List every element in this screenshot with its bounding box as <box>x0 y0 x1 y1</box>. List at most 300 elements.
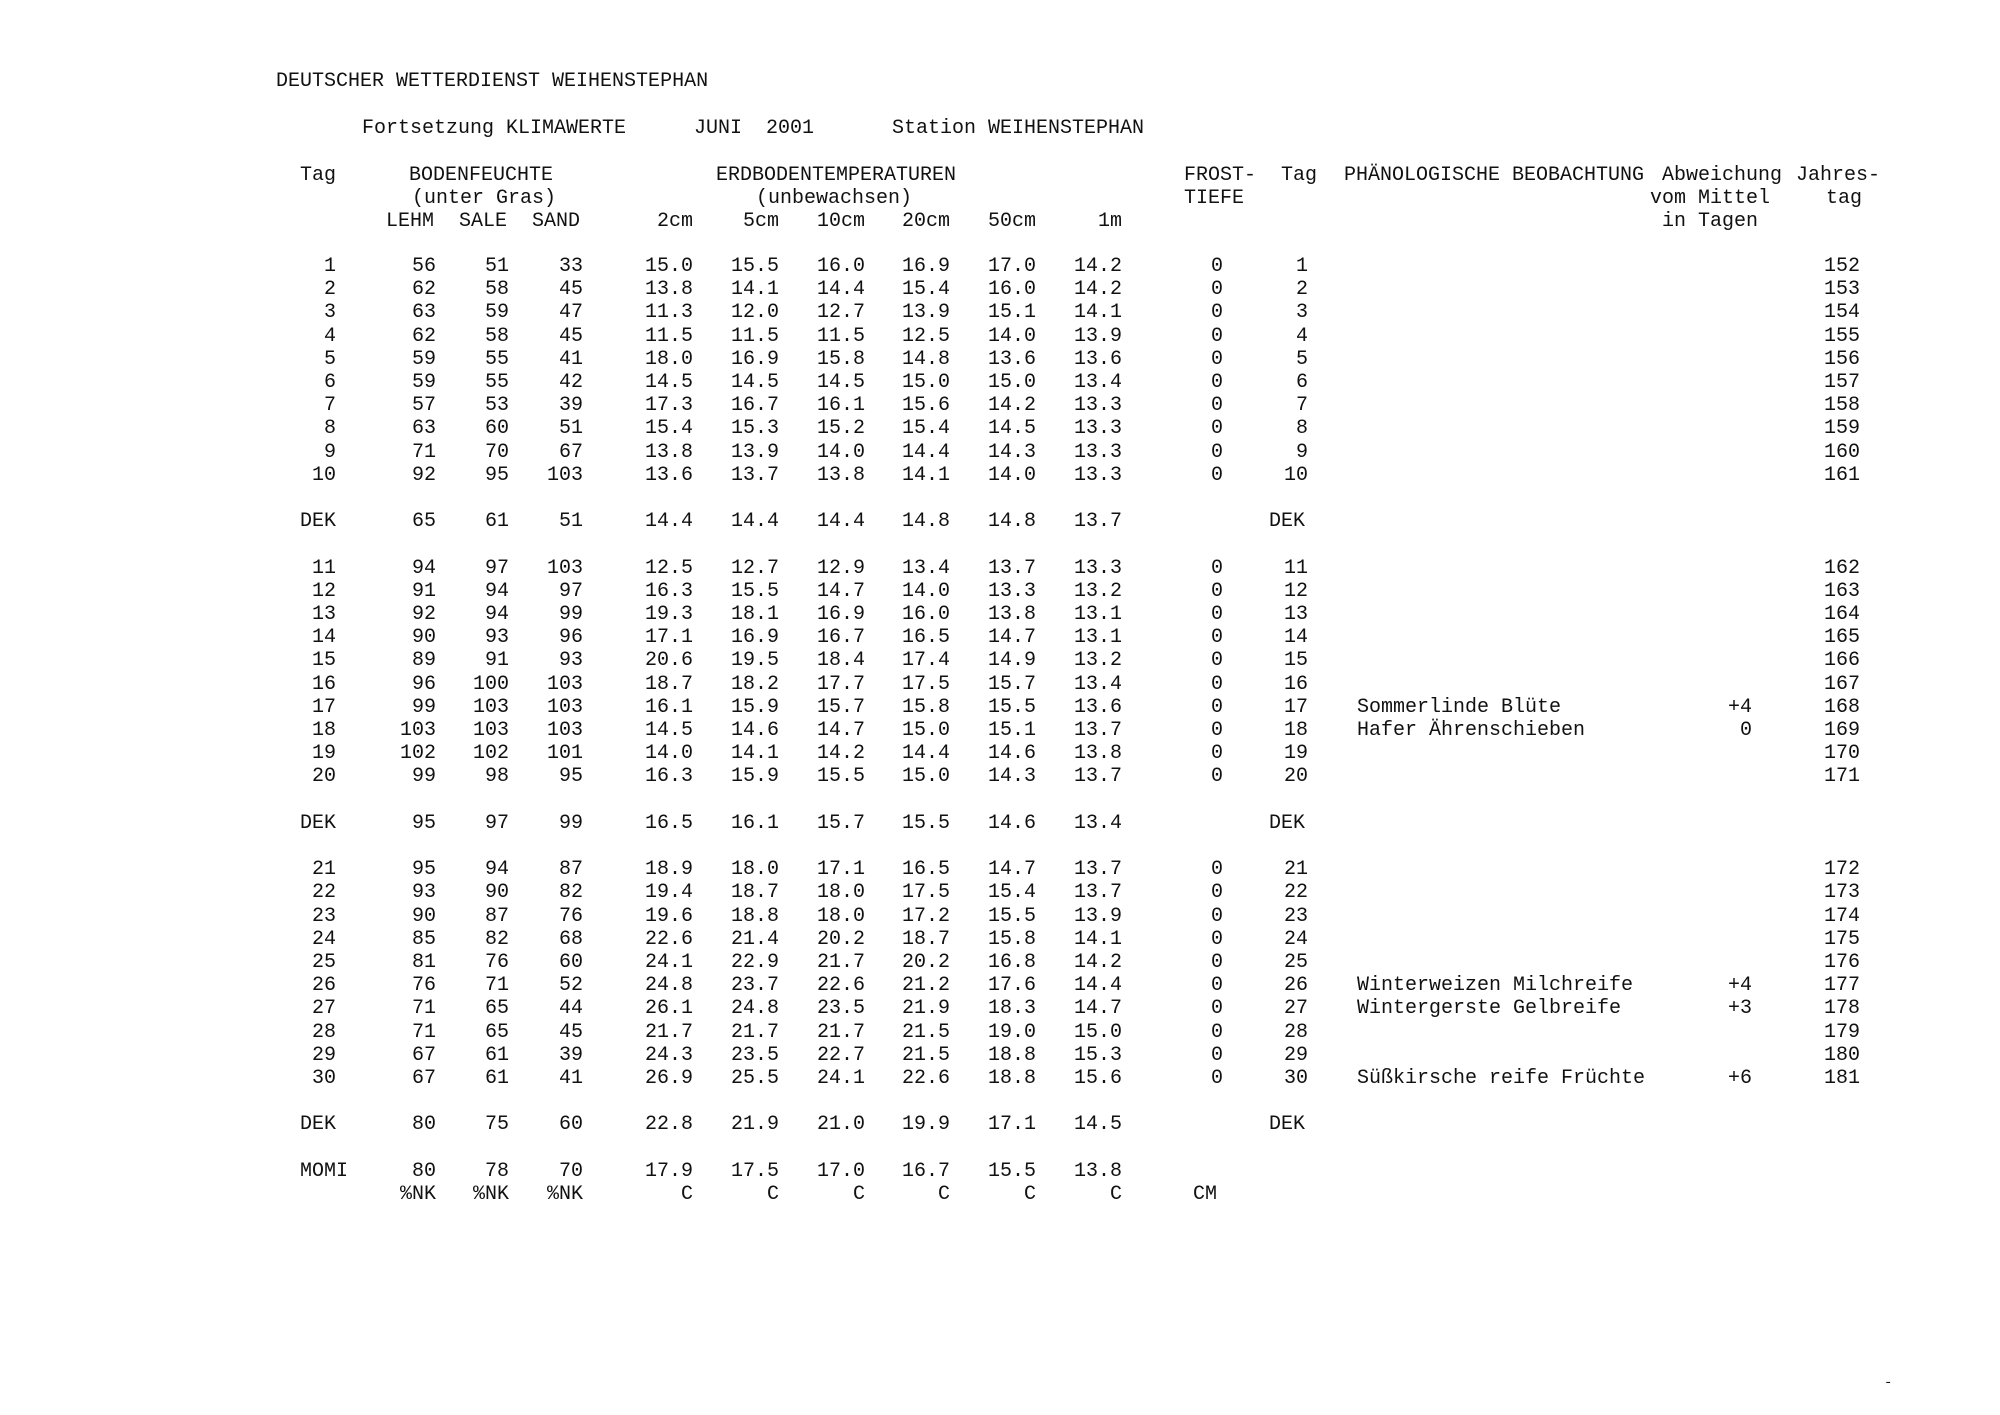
cell-lehm: 76 <box>411 974 436 997</box>
cell-lehm: 81 <box>411 951 436 974</box>
cell-phaenologie: Hafer Ährenschieben <box>1357 719 1586 742</box>
cell-jahrestag: 161 <box>1823 464 1860 487</box>
cell-lehm: 59 <box>411 348 436 371</box>
cell-5cm: 22.9 <box>730 951 779 974</box>
cell-5cm: 12.7 <box>730 557 779 580</box>
cell-tag: DEK <box>300 812 337 835</box>
cell-sale: 58 <box>484 325 509 348</box>
cell-tag: 8 <box>323 417 336 440</box>
cell-50cm: 14.3 <box>987 765 1036 788</box>
cell-1m: 13.1 <box>1073 626 1122 649</box>
cell-20cm: 16.5 <box>901 858 950 881</box>
cell-lehm: 91 <box>411 580 436 603</box>
cell-2cm: 18.0 <box>644 348 693 371</box>
cell-5cm: 19.5 <box>730 649 779 672</box>
cell-10cm: 21.7 <box>816 1021 865 1044</box>
cell-20cm: 17.2 <box>901 905 950 928</box>
cell-10cm: 12.9 <box>816 557 865 580</box>
col-unter-gras: (unter Gras) <box>412 187 557 210</box>
cell-sale: 82 <box>484 928 509 951</box>
cell-sale: 71 <box>484 974 509 997</box>
cell-5cm: 23.7 <box>730 974 779 997</box>
col-bodenfeuchte: BODENFEUCHTE <box>409 164 554 187</box>
cell-lehm: 63 <box>411 301 436 324</box>
cell-5cm: 15.9 <box>730 765 779 788</box>
cell-sand: 39 <box>558 394 583 417</box>
cell-5cm: 21.9 <box>730 1113 779 1136</box>
cell-phaenologie: Wintergerste Gelbreife <box>1357 997 1622 1020</box>
cell-tag: 14 <box>311 626 336 649</box>
cell-5cm: 25.5 <box>730 1067 779 1090</box>
cell-10cm: 14.0 <box>816 441 865 464</box>
cell-2cm: 16.3 <box>644 765 693 788</box>
cell-1m: 13.9 <box>1073 905 1122 928</box>
cell-lehm: 99 <box>411 696 436 719</box>
cell-1m: 14.1 <box>1073 928 1122 951</box>
cell-20cm: 17.4 <box>901 649 950 672</box>
cell-2cm: 16.3 <box>644 580 693 603</box>
cell-2cm: 22.8 <box>644 1113 693 1136</box>
cell-abweichung: +4 <box>1727 696 1752 719</box>
cell-1m: 14.5 <box>1073 1113 1122 1136</box>
cell-tag: 27 <box>311 997 336 1020</box>
cell-sand: 97 <box>558 580 583 603</box>
col-1m: 1m <box>1097 210 1122 233</box>
cell-sale: 58 <box>484 278 509 301</box>
cell-tag: DEK <box>300 510 337 533</box>
cell-5cm: 21.7 <box>730 1021 779 1044</box>
cell-sale: 95 <box>484 464 509 487</box>
cell-jahrestag: 178 <box>1823 997 1860 1020</box>
cell-1m: 13.4 <box>1073 812 1122 835</box>
cell-tag-2: 4 <box>1295 325 1308 348</box>
cell-sand: 70 <box>558 1160 583 1183</box>
cell-tag-2: 27 <box>1283 997 1308 1020</box>
cell-2cm: 14.5 <box>644 371 693 394</box>
cell-jahrestag: 154 <box>1823 301 1860 324</box>
cell-2cm: 18.9 <box>644 858 693 881</box>
cell-tag: 9 <box>323 441 336 464</box>
cell-sand: 103 <box>546 464 583 487</box>
cell-frost: 0 <box>1210 997 1223 1020</box>
col-20cm: 20cm <box>901 210 950 233</box>
cell-5cm: 16.9 <box>730 626 779 649</box>
cell-20cm: 13.4 <box>901 557 950 580</box>
cell-jahrestag: 157 <box>1823 371 1860 394</box>
cell-lehm: 80 <box>411 1113 436 1136</box>
cell-10cm: 18.0 <box>816 905 865 928</box>
cell-20cm: 15.6 <box>901 394 950 417</box>
cell-1m: 13.6 <box>1073 348 1122 371</box>
cell-frost: 0 <box>1210 951 1223 974</box>
cell-2cm: 13.8 <box>644 441 693 464</box>
cell-sand: 45 <box>558 1021 583 1044</box>
cell-10cm: 15.7 <box>816 812 865 835</box>
col-sand: SAND <box>532 210 581 233</box>
cell-jahrestag: 160 <box>1823 441 1860 464</box>
col-tiefe: TIEFE <box>1184 187 1245 210</box>
cell-2cm: 20.6 <box>644 649 693 672</box>
cell-2cm: 26.1 <box>644 997 693 1020</box>
cell-lehm: 95 <box>411 812 436 835</box>
cell-2cm: 24.1 <box>644 951 693 974</box>
cell-sand: 60 <box>558 951 583 974</box>
cell-tag: 12 <box>311 580 336 603</box>
cell-sale: 97 <box>484 812 509 835</box>
cell-1m: 13.2 <box>1073 580 1122 603</box>
cell-20cm: 16.0 <box>901 603 950 626</box>
cell-1m: 13.4 <box>1073 371 1122 394</box>
cell-5cm: 14.6 <box>730 719 779 742</box>
cell-lehm: 59 <box>411 371 436 394</box>
cell-tag-2: 3 <box>1295 301 1308 324</box>
cell-lehm: 102 <box>399 742 436 765</box>
cell-20cm: 14.8 <box>901 510 950 533</box>
cell-20cm: 18.7 <box>901 928 950 951</box>
cell-sale: 91 <box>484 649 509 672</box>
cell-tag-2: 18 <box>1283 719 1308 742</box>
cell-jahrestag: 165 <box>1823 626 1860 649</box>
col-phaenologie: PHÄNOLOGISCHE BEOBACHTUNG <box>1344 164 1645 187</box>
cell-10cm: 16.1 <box>816 394 865 417</box>
cell-50cm: 18.3 <box>987 997 1036 1020</box>
cell-20cm: 12.5 <box>901 325 950 348</box>
cell-20cm: 15.4 <box>901 278 950 301</box>
cell-10cm: 17.7 <box>816 673 865 696</box>
cell-sand: 103 <box>546 719 583 742</box>
cell-sand: 39 <box>558 1044 583 1067</box>
cell-frost: 0 <box>1210 742 1223 765</box>
cell-lehm: 71 <box>411 1021 436 1044</box>
cell-frost: 0 <box>1210 394 1223 417</box>
cell-sand: 41 <box>558 348 583 371</box>
cell-sand: 87 <box>558 858 583 881</box>
cell-20cm: 17.5 <box>901 673 950 696</box>
cell-jahrestag: 173 <box>1823 881 1860 904</box>
cell-2cm: 14.4 <box>644 510 693 533</box>
cell-5cm: 15.3 <box>730 417 779 440</box>
col-erdboden: ERDBODENTEMPERATUREN <box>716 164 957 187</box>
cell-frost: 0 <box>1210 301 1223 324</box>
cell-tag: 22 <box>311 881 336 904</box>
cell-frost: 0 <box>1210 673 1223 696</box>
cell-sale: 94 <box>484 858 509 881</box>
cell-frost: 0 <box>1210 255 1223 278</box>
cell-sand: 41 <box>558 1067 583 1090</box>
cell-tag: 15 <box>311 649 336 672</box>
cell-5cm: 13.7 <box>730 464 779 487</box>
col-in-tagen: in Tagen <box>1662 210 1759 233</box>
cell-sale: 51 <box>484 255 509 278</box>
cell-1m: 13.2 <box>1073 649 1122 672</box>
cell-tag-2: DEK <box>1269 510 1306 533</box>
cell-lehm: 99 <box>411 765 436 788</box>
cell-50cm: 14.7 <box>987 858 1036 881</box>
cell-2cm: 13.6 <box>644 464 693 487</box>
cell-2cm: 16.5 <box>644 812 693 835</box>
cell-10cm: 14.7 <box>816 719 865 742</box>
cell-1m: 13.8 <box>1073 742 1122 765</box>
cell-tag-2: 24 <box>1283 928 1308 951</box>
cell-lehm: 95 <box>411 858 436 881</box>
cell-frost: 0 <box>1210 441 1223 464</box>
cell-phaenologie: Sommerlinde Blüte <box>1357 696 1562 719</box>
cell-2cm: 13.8 <box>644 278 693 301</box>
cell-1m: 14.4 <box>1073 974 1122 997</box>
cell-lehm: 92 <box>411 464 436 487</box>
cell-1m: 13.3 <box>1073 417 1122 440</box>
cell-10cm: 14.5 <box>816 371 865 394</box>
cell-2cm: 17.1 <box>644 626 693 649</box>
cell-5cm: 14.1 <box>730 278 779 301</box>
cell-jahrestag: 179 <box>1823 1021 1860 1044</box>
cell-jahrestag: 175 <box>1823 928 1860 951</box>
cell-sale: 59 <box>484 301 509 324</box>
cell-10cm: 15.7 <box>816 696 865 719</box>
cell-frost: 0 <box>1210 649 1223 672</box>
cell-lehm: 57 <box>411 394 436 417</box>
cell-tag: 18 <box>311 719 336 742</box>
cell-20cm: 14.4 <box>901 742 950 765</box>
cell-tag-2: 17 <box>1283 696 1308 719</box>
cell-tag: 6 <box>323 371 336 394</box>
cell-1m: 14.1 <box>1073 301 1122 324</box>
cell-frost: 0 <box>1210 1021 1223 1044</box>
col-lehm: LEHM <box>386 210 435 233</box>
cell-frost: 0 <box>1210 464 1223 487</box>
cell-1m: 13.4 <box>1073 673 1122 696</box>
col-frost: FROST- <box>1184 164 1257 187</box>
cell-20cm: 21.2 <box>901 974 950 997</box>
cell-frost: 0 <box>1210 603 1223 626</box>
cell-jahrestag: 152 <box>1823 255 1860 278</box>
cell-1m: 13.3 <box>1073 557 1122 580</box>
cell-sale: 102 <box>472 742 509 765</box>
cell-jahrestag: 164 <box>1823 603 1860 626</box>
cell-tag-2: 7 <box>1295 394 1308 417</box>
cell-10cm: 17.1 <box>816 858 865 881</box>
cell-sand: 45 <box>558 325 583 348</box>
cell-lehm: 89 <box>411 649 436 672</box>
cell-jahrestag: 167 <box>1823 673 1860 696</box>
cell-lehm: 85 <box>411 928 436 951</box>
cell-20cm: 15.4 <box>901 417 950 440</box>
cell-2cm: 11.5 <box>644 325 693 348</box>
col-jahrestag: Jahres- <box>1796 164 1881 187</box>
cell-tag: 23 <box>311 905 336 928</box>
cell-tag-2: 16 <box>1283 673 1308 696</box>
cell-1m: 14.2 <box>1073 278 1122 301</box>
cell-lehm: 80 <box>411 1160 436 1183</box>
cell-tag-2: 2 <box>1295 278 1308 301</box>
cell-1m: 13.7 <box>1073 719 1122 742</box>
cell-tag: 21 <box>311 858 336 881</box>
cell-frost: 0 <box>1210 278 1223 301</box>
cell-jahrestag: 162 <box>1823 557 1860 580</box>
cell-sale: 65 <box>484 1021 509 1044</box>
cell-sand: 52 <box>558 974 583 997</box>
cell-sale: %NK <box>472 1183 509 1206</box>
cell-frost: 0 <box>1210 348 1223 371</box>
cell-tag-2: 21 <box>1283 858 1308 881</box>
cell-sale: 70 <box>484 441 509 464</box>
cell-tag: MOMI <box>300 1160 349 1183</box>
cell-lehm: 90 <box>411 905 436 928</box>
cell-sale: 90 <box>484 881 509 904</box>
cell-sale: 98 <box>484 765 509 788</box>
col-sale: SALE <box>459 210 508 233</box>
cell-lehm: 71 <box>411 997 436 1020</box>
cell-50cm: 13.3 <box>987 580 1036 603</box>
cell-1m: 13.7 <box>1073 765 1122 788</box>
cell-sale: 103 <box>472 696 509 719</box>
cell-10cm: 15.5 <box>816 765 865 788</box>
cell-10cm: 17.0 <box>816 1160 865 1183</box>
col-50cm: 50cm <box>987 210 1036 233</box>
cell-5cm: 23.5 <box>730 1044 779 1067</box>
cell-jahrestag: 172 <box>1823 858 1860 881</box>
cell-20cm: 15.0 <box>901 765 950 788</box>
cell-frost: 0 <box>1210 325 1223 348</box>
cell-frost: 0 <box>1210 858 1223 881</box>
cell-5cm: 17.5 <box>730 1160 779 1183</box>
cell-2cm: 21.7 <box>644 1021 693 1044</box>
col-10cm: 10cm <box>816 210 865 233</box>
cell-2cm: 19.3 <box>644 603 693 626</box>
cell-2cm: 15.0 <box>644 255 693 278</box>
col-unbewachsen: (unbewachsen) <box>756 187 913 210</box>
cell-tag: 17 <box>311 696 336 719</box>
cell-sand: 60 <box>558 1113 583 1136</box>
cell-sale: 93 <box>484 626 509 649</box>
footer-mark: - <box>1884 1375 1893 1391</box>
cell-tag-2: 12 <box>1283 580 1308 603</box>
cell-50cm: 14.7 <box>987 626 1036 649</box>
cell-frost: 0 <box>1210 1067 1223 1090</box>
cell-sand: 68 <box>558 928 583 951</box>
cell-2cm: 22.6 <box>644 928 693 951</box>
col-tag: Tag <box>300 164 337 187</box>
cell-10cm: 21.0 <box>816 1113 865 1136</box>
cell-10cm: 22.7 <box>816 1044 865 1067</box>
cell-10cm: 22.6 <box>816 974 865 997</box>
cell-frost: 0 <box>1210 1044 1223 1067</box>
cell-5cm: 24.8 <box>730 997 779 1020</box>
cell-tag-2: 25 <box>1283 951 1308 974</box>
cell-1m: 13.1 <box>1073 603 1122 626</box>
cell-5cm: 18.1 <box>730 603 779 626</box>
cell-20cm: 13.9 <box>901 301 950 324</box>
subtitle-month: JUNI 2001 <box>694 117 815 140</box>
cell-tag-2: 9 <box>1295 441 1308 464</box>
cell-lehm: %NK <box>399 1183 436 1206</box>
cell-frost: 0 <box>1210 696 1223 719</box>
cell-sand: 76 <box>558 905 583 928</box>
cell-20cm: 15.8 <box>901 696 950 719</box>
cell-2cm: 12.5 <box>644 557 693 580</box>
cell-frost: 0 <box>1210 626 1223 649</box>
cell-2cm: C <box>680 1183 693 1206</box>
cell-1m: 15.3 <box>1073 1044 1122 1067</box>
cell-jahrestag: 159 <box>1823 417 1860 440</box>
cell-50cm: 16.8 <box>987 951 1036 974</box>
cell-tag: 11 <box>311 557 336 580</box>
cell-20cm: 15.5 <box>901 812 950 835</box>
cell-1m: 15.0 <box>1073 1021 1122 1044</box>
cell-2cm: 16.1 <box>644 696 693 719</box>
cell-1m: 13.8 <box>1073 1160 1122 1183</box>
cell-sale: 60 <box>484 417 509 440</box>
cell-tag: 28 <box>311 1021 336 1044</box>
cell-sand: 33 <box>558 255 583 278</box>
cell-tag-2: 14 <box>1283 626 1308 649</box>
cell-50cm: 14.9 <box>987 649 1036 672</box>
cell-tag-2: 5 <box>1295 348 1308 371</box>
cell-sand: 99 <box>558 812 583 835</box>
cell-50cm: 14.8 <box>987 510 1036 533</box>
cell-2cm: 14.5 <box>644 719 693 742</box>
cell-50cm: 17.0 <box>987 255 1036 278</box>
cell-20cm: 14.8 <box>901 348 950 371</box>
cell-5cm: 16.9 <box>730 348 779 371</box>
cell-50cm: 15.8 <box>987 928 1036 951</box>
cell-sand: 95 <box>558 765 583 788</box>
cell-frost: 0 <box>1210 557 1223 580</box>
cell-50cm: 15.5 <box>987 905 1036 928</box>
cell-20cm: 15.0 <box>901 371 950 394</box>
cell-lehm: 94 <box>411 557 436 580</box>
cell-50cm: 14.3 <box>987 441 1036 464</box>
cell-tag-2: 22 <box>1283 881 1308 904</box>
cell-50cm: 15.4 <box>987 881 1036 904</box>
cell-lehm: 67 <box>411 1067 436 1090</box>
cell-20cm: 17.5 <box>901 881 950 904</box>
cell-2cm: 14.0 <box>644 742 693 765</box>
cell-sand: 103 <box>546 696 583 719</box>
cell-20cm: 20.2 <box>901 951 950 974</box>
cell-50cm: 14.0 <box>987 325 1036 348</box>
cell-5cm: 11.5 <box>730 325 779 348</box>
subtitle-station: Station WEIHENSTEPHAN <box>892 117 1145 140</box>
cell-2cm: 24.8 <box>644 974 693 997</box>
cell-50cm: 15.7 <box>987 673 1036 696</box>
cell-frost: CM <box>1193 1183 1218 1206</box>
cell-sand: %NK <box>546 1183 583 1206</box>
cell-20cm: 21.5 <box>901 1044 950 1067</box>
cell-1m: 14.2 <box>1073 255 1122 278</box>
cell-20cm: 15.0 <box>901 719 950 742</box>
cell-50cm: 14.6 <box>987 812 1036 835</box>
cell-frost: 0 <box>1210 905 1223 928</box>
cell-1m: 13.3 <box>1073 394 1122 417</box>
cell-20cm: 14.1 <box>901 464 950 487</box>
cell-tag-2: 30 <box>1283 1067 1308 1090</box>
cell-frost: 0 <box>1210 881 1223 904</box>
cell-sale: 100 <box>472 673 509 696</box>
cell-frost: 0 <box>1210 974 1223 997</box>
cell-lehm: 65 <box>411 510 436 533</box>
subtitle-klimawerte: Fortsetzung KLIMAWERTE <box>362 117 627 140</box>
cell-50cm: 15.5 <box>987 1160 1036 1183</box>
cell-tag: 24 <box>311 928 336 951</box>
cell-sale: 61 <box>484 510 509 533</box>
cell-5cm: 13.9 <box>730 441 779 464</box>
cell-20cm: 19.9 <box>901 1113 950 1136</box>
cell-lehm: 63 <box>411 417 436 440</box>
cell-lehm: 93 <box>411 881 436 904</box>
cell-50cm: 15.0 <box>987 371 1036 394</box>
cell-lehm: 71 <box>411 441 436 464</box>
